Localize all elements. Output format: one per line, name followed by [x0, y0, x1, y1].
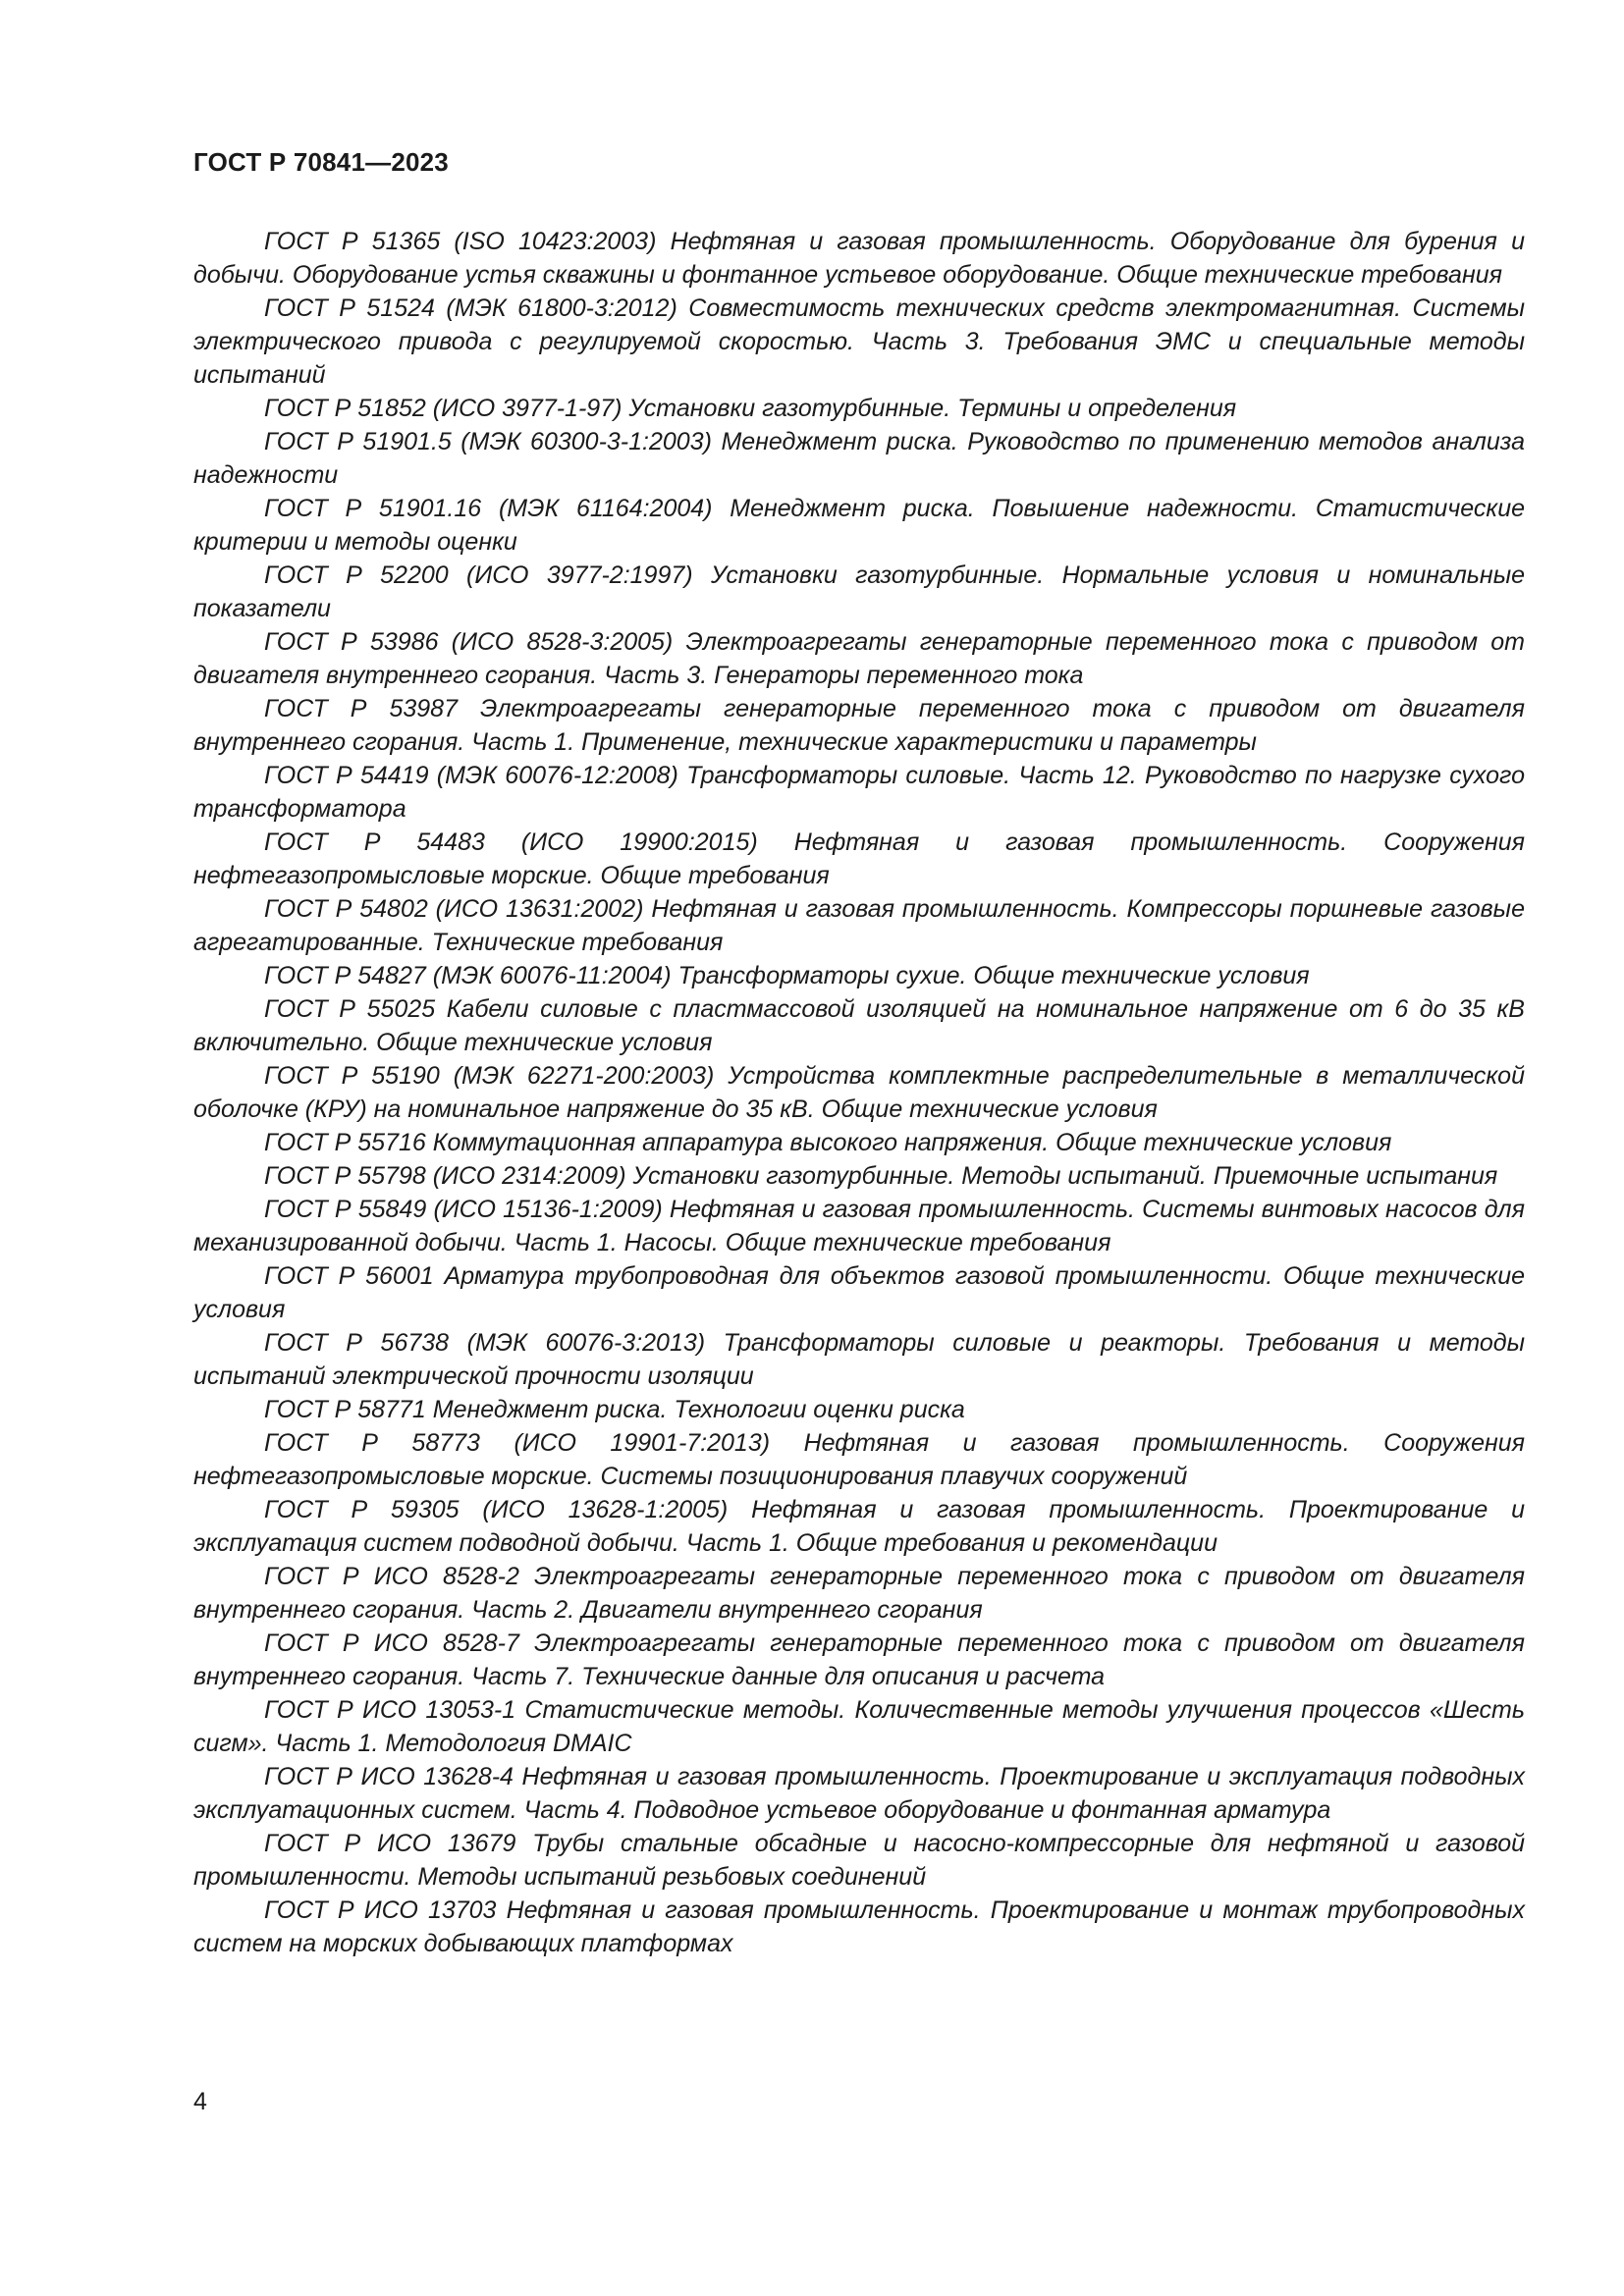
reference-entry: ГОСТ Р 56001 Арматура трубопроводная для объектов газовой промышленности. Общие технические условия — [193, 1262, 1525, 1323]
reference-entry: ГОСТ Р ИСО 13053-1 Статистические методы. Количественные методы улучшения процессов «Шесть сигм». Часть 1. Методология DMAIC — [193, 1696, 1525, 1757]
reference-entry: ГОСТ Р ИСО 8528-2 Электроагрегаты генераторные переменного тока с приводом от двигателя внутреннего сгорания. Часть 2. Двигатели внутреннего сгорания — [193, 1563, 1525, 1624]
reference-entry: ГОСТ Р 51852 (ИСО 3977-1-97) Установки газотурбинные. Термины и определения — [264, 395, 1237, 422]
reference-entry: ГОСТ Р 51901.16 (МЭК 61164:2004) Менеджмент риска. Повышение надежности. Статистические критерии и методы оценки — [193, 495, 1525, 556]
reference-entry: ГОСТ Р 55716 Коммутационная аппаратура высокого напряжения. Общие технические условия — [264, 1129, 1392, 1156]
reference-entry: ГОСТ Р 55798 (ИСО 2314:2009) Установки газотурбинные. Методы испытаний. Приемочные испытания — [264, 1162, 1498, 1190]
reference-entry: ГОСТ Р 51901.5 (МЭК 60300-3-1:2003) Менеджмент риска. Руководство по применению методов анализа надежности — [193, 428, 1525, 489]
reference-entry: ГОСТ Р 51365 (ISO 10423:2003) Нефтяная и газовая промышленность. Оборудование для бурения и добычи. Оборудование устья скважины и фонтанное устьевое оборудование. Общие технические требования — [193, 228, 1525, 289]
normative-references-list — [193, 225, 1525, 1960]
reference-entry: ГОСТ Р 51524 (МЭК 61800-3:2012) Совместимость технических средств электромагнитная. Системы электрического привода с регулируемой скоростью. Часть 3. Требования ЭМС и специальные методы испытаний — [193, 294, 1525, 389]
reference-entry: ГОСТ Р 54419 (МЭК 60076-12:2008) Трансформаторы силовые. Часть 12. Руководство по нагрузке сухого трансформатора — [193, 762, 1525, 823]
reference-entry: ГОСТ Р 54483 (ИСО 19900:2015) Нефтяная и газовая промышленность. Сооружения нефтегазопромысловые морские. Общие требования — [193, 828, 1525, 889]
reference-entry: ГОСТ Р 58771 Менеджмент риска. Технологии оценки риска — [264, 1396, 965, 1423]
reference-entry: ГОСТ Р 53987 Электроагрегаты генераторные переменного тока с приводом от двигателя внутреннего сгорания. Часть 1. Применение, технические характеристики и параметры — [193, 695, 1525, 756]
reference-entry: ГОСТ Р ИСО 13628-4 Нефтяная и газовая промышленность. Проектирование и эксплуатация подводных эксплуатационных систем. Часть 4. Подводное устьевое оборудование и фонтанная арматура — [193, 1763, 1525, 1824]
page-number: 4 — [193, 2088, 207, 2115]
reference-entry: ГОСТ Р 52200 (ИСО 3977-2:1997) Установки газотурбинные. Нормальные условия и номинальные показатели — [193, 561, 1525, 622]
document-code: ГОСТ Р 70841—2023 — [193, 147, 449, 177]
reference-entry: ГОСТ Р 55025 Кабели силовые с пластмассовой изоляцией на номинальное напряжение от 6 до 35 кВ включительно. Общие технические условия — [193, 995, 1525, 1056]
reference-entry: ГОСТ Р 53986 (ИСО 8528-3:2005) Электроагрегаты генераторные переменного тока с приводом от двигателя внутреннего сгорания. Часть 3. Генераторы переменного тока — [193, 628, 1525, 689]
reference-entry: ГОСТ Р 58773 (ИСО 19901-7:2013) Нефтяная и газовая промышленность. Сооружения нефтегазопромысловые морские. Системы позиционирования плавучих сооружений — [193, 1429, 1525, 1490]
reference-entry: ГОСТ Р 56738 (МЭК 60076-3:2013) Трансформаторы силовые и реакторы. Требования и методы испытаний электрической прочности изоляции — [193, 1329, 1525, 1390]
reference-entry: ГОСТ Р 55849 (ИСО 15136-1:2009) Нефтяная и газовая промышленность. Системы винтовых насосов для механизированной добычи. Часть 1. Насосы. Общие технические требования — [193, 1196, 1525, 1256]
reference-entry: ГОСТ Р ИСО 13703 Нефтяная и газовая промышленность. Проектирование и монтаж трубопроводных систем на морских добывающих платформах — [193, 1896, 1525, 1957]
reference-entry: ГОСТ Р ИСО 13679 Трубы стальные обсадные и насосно-компрессорные для нефтяной и газовой промышленности. Методы испытаний резьбовых соединений — [193, 1830, 1525, 1891]
reference-entry: ГОСТ Р 54827 (МЭК 60076-11:2004) Трансформаторы сухие. Общие технические условия — [264, 962, 1310, 989]
reference-entry: ГОСТ Р 55190 (МЭК 62271-200:2003) Устройства комплектные распределительные в металлической оболочке (КРУ) на номинальное напряжение до 35 кВ. Общие технические условия — [193, 1062, 1525, 1123]
reference-entry: ГОСТ Р ИСО 8528-7 Электроагрегаты генераторные переменного тока с приводом от двигателя внутреннего сгорания. Часть 7. Технические данные для описания и расчета — [193, 1629, 1525, 1690]
reference-entry: ГОСТ Р 54802 (ИСО 13631:2002) Нефтяная и газовая промышленность. Компрессоры поршневые газовые агрегатированные. Технические требования — [193, 895, 1525, 956]
reference-entry: ГОСТ Р 59305 (ИСО 13628-1:2005) Нефтяная и газовая промышленность. Проектирование и эксплуатация систем подводной добычи. Часть 1. Общие требования и рекомендации — [193, 1496, 1525, 1557]
